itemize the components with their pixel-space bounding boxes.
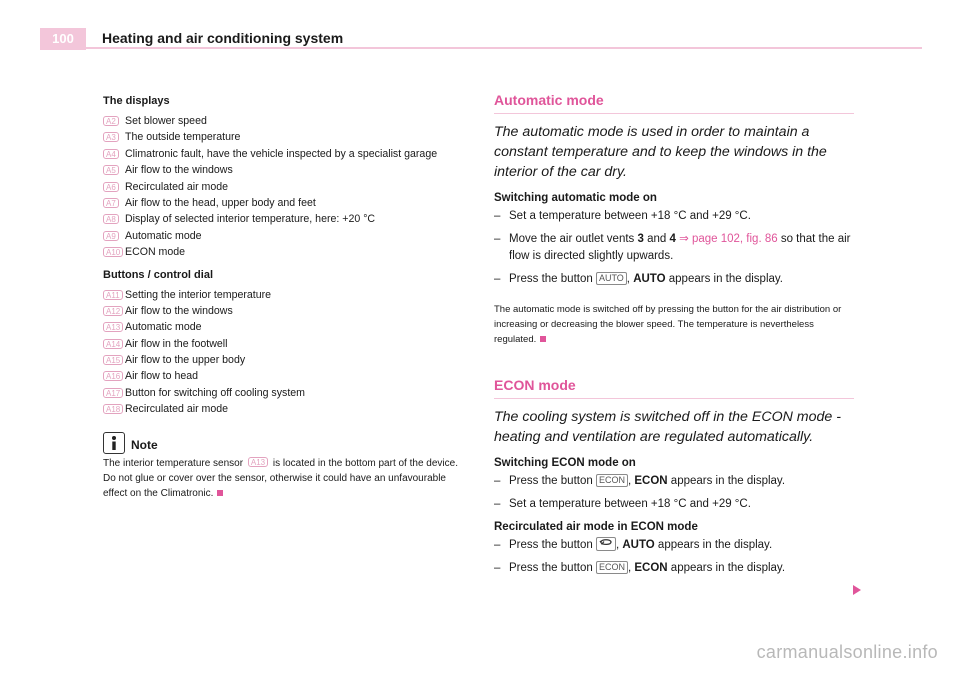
page-number: 100 — [40, 28, 86, 50]
displays-item — [103, 113, 465, 129]
callout-badge: A5 — [103, 165, 119, 175]
buttons-item — [103, 401, 465, 417]
callout-badge: A12 — [103, 306, 123, 316]
econ-mode-title: ECON mode — [494, 377, 576, 393]
displays-item — [103, 179, 465, 195]
section-end-marker — [217, 490, 223, 496]
callout-badge: A4 — [103, 149, 119, 159]
buttons-item-label: Air flow in the footwell — [125, 337, 228, 350]
callout-badge: A2 — [103, 116, 119, 126]
buttons-item-label: Recirculated air mode — [125, 403, 229, 416]
displays-item — [103, 129, 465, 145]
step-press-recirculation: – Press the button , AUTO appears in the display. — [494, 539, 773, 551]
step-move-vents: – Move the air outlet vents 3 and 4 ⇒ page 102, fig. 86 so that the air flow is directed slightly upwards. — [494, 233, 851, 262]
automatic-mode-intro: The automatic mode is used in order to maintain a constant temperature and to keep the windows in the interior of the car dry. — [494, 124, 827, 180]
buttons-item — [103, 385, 465, 401]
info-note-icon — [103, 432, 125, 454]
callout-badge: A13 — [103, 322, 123, 332]
buttons-item — [103, 352, 465, 368]
note-text: The interior temperature sensor A13 is located in the bottom part of the device. Do not glue or cover over the sensor, otherwise it could have an unfavourable effect on the Climatronic. — [103, 457, 458, 499]
step-set-temperature-econ: – Set a temperature between +18 °C and +29 °C. — [494, 498, 751, 510]
section-end-marker — [540, 336, 546, 342]
switching-auto-heading: Switching automatic mode on — [494, 192, 657, 204]
econ-button-label: ECON — [596, 561, 628, 574]
buttons-item-label: Setting the interior temperature — [125, 288, 272, 301]
buttons-item-label: Air flow to head — [125, 370, 199, 383]
displays-item-label: Air flow to the head, upper body and feet — [125, 196, 316, 209]
callout-badge: A14 — [103, 339, 123, 349]
note-title: Note — [131, 437, 158, 452]
displays-item-label: The outside temperature — [125, 131, 241, 144]
header-rule — [40, 47, 922, 49]
section-rule — [494, 398, 854, 399]
buttons-item — [103, 319, 465, 335]
buttons-item-label: Air flow to the upper body — [125, 354, 246, 367]
section-rule — [494, 113, 854, 114]
callout-badge: A17 — [103, 388, 123, 398]
econ-mode-intro: The cooling system is switched off in the ECON mode - heating and ventilation are regulated automatically. — [494, 409, 841, 445]
displays-item — [103, 146, 465, 162]
step-press-econ-2: – Press the button ECON , ECON appears in the display. — [494, 562, 786, 574]
displays-item-label: Climatronic fault, have the vehicle inspected by a specialist garage — [125, 147, 438, 160]
econ-mode-section — [494, 377, 854, 577]
page-reference-link[interactable]: ⇒ page 102, fig. 86 — [679, 233, 778, 245]
displays-item — [103, 228, 465, 244]
displays-list — [103, 113, 465, 261]
next-page-arrow-icon[interactable] — [853, 585, 861, 595]
automatic-mode-section — [494, 92, 854, 347]
displays-item-label: Display of selected interior temperature, here: +20 °C — [125, 213, 376, 226]
automatic-mode-note: The automatic mode is switched off by pressing the button for the air distribution or increasing or decreasing the blower speed. The temperature is nevertheless regulated. — [494, 304, 842, 345]
buttons-item — [103, 336, 465, 352]
callout-badge: A10 — [103, 247, 123, 257]
callout-badge: A16 — [103, 371, 123, 381]
callout-badge: A18 — [103, 404, 123, 414]
buttons-item — [103, 368, 465, 384]
displays-item-label: Recirculated air mode — [125, 180, 229, 193]
recirculated-econ-heading: Recirculated air mode in ECON mode — [494, 521, 698, 533]
econ-button-label: ECON — [596, 474, 628, 487]
recirculation-icon — [596, 537, 616, 551]
note-header — [103, 432, 465, 454]
callout-badge: A15 — [103, 355, 123, 365]
callout-badge: A7 — [103, 198, 119, 208]
right-column — [494, 92, 854, 583]
step-set-temperature: – Set a temperature between +18 °C and +29 °C. — [494, 210, 751, 222]
callout-badge: A6 — [103, 182, 119, 192]
chapter-title: Heating and air conditioning system — [102, 30, 344, 46]
buttons-list — [103, 287, 465, 418]
switching-econ-heading: Switching ECON mode on — [494, 457, 636, 469]
callout-badge: A3 — [103, 132, 119, 142]
callout-badge: A11 — [103, 290, 123, 300]
step-press-auto: – Press the button AUTO , AUTO appears in the display. — [494, 273, 783, 285]
watermark: carmanualsonline.info — [756, 642, 938, 662]
step-press-econ: – Press the button ECON , ECON appears in the display. — [494, 475, 786, 487]
automatic-mode-title: Automatic mode — [494, 92, 604, 108]
auto-button-label: AUTO — [596, 272, 627, 285]
displays-item — [103, 211, 465, 227]
displays-item — [103, 195, 465, 211]
displays-item-label: Air flow to the windows — [125, 164, 233, 177]
left-column — [103, 95, 465, 501]
buttons-item-label: Air flow to the windows — [125, 304, 233, 317]
displays-item-label: Set blower speed — [125, 115, 207, 127]
displays-item-label: Automatic mode — [125, 229, 202, 242]
buttons-item-label: Button for switching off cooling system — [125, 386, 305, 399]
displays-heading: The displays — [103, 95, 170, 107]
displays-item — [103, 162, 465, 178]
buttons-heading: Buttons / control dial — [103, 268, 213, 281]
displays-item — [103, 244, 465, 260]
buttons-item — [103, 287, 465, 303]
displays-item-label: ECON mode — [125, 246, 186, 259]
callout-badge: A9 — [103, 231, 119, 241]
callout-badge: A8 — [103, 214, 119, 224]
callout-badge: A13 — [248, 457, 268, 467]
buttons-item-label: Automatic mode — [125, 321, 202, 334]
buttons-item — [103, 303, 465, 319]
